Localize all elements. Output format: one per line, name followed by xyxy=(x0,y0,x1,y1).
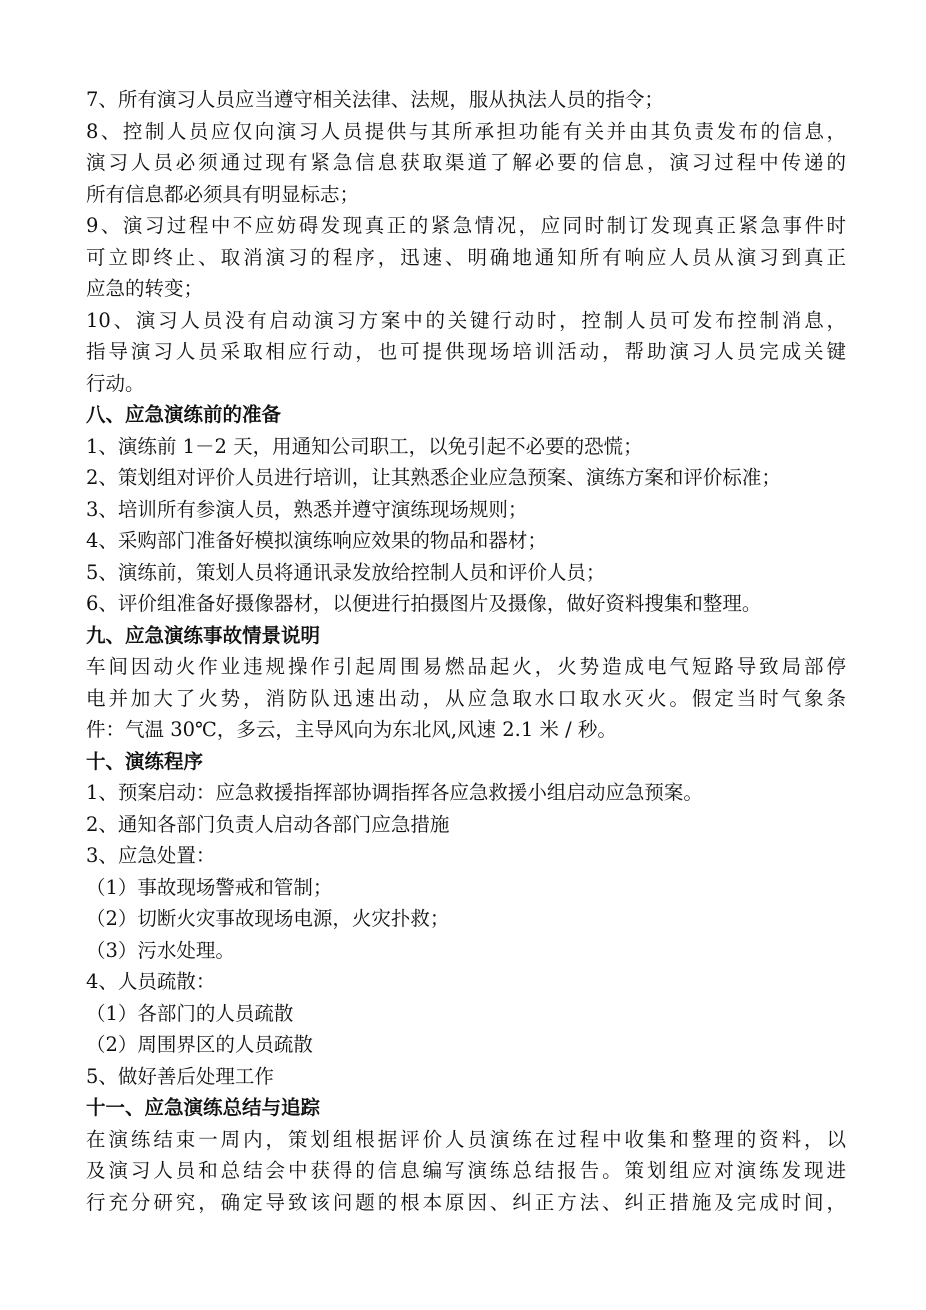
procedure-subitem-3-1: （1）事故现场警戒和管制； xyxy=(86,875,333,899)
summary-line-3: 行充分研究，确定导致该问题的根本原因、纠正方法、纠正措施及完成时间， xyxy=(86,1190,846,1214)
scenario-line-2: 电并加大了火势，消防队迅速出动，从应急取水口取水灭火。假定当时气象条 xyxy=(86,686,846,710)
rule-item-8-line-3: 所有信息都必须具有明显标志； xyxy=(86,182,360,206)
scenario-line-1: 车间因动火作业违规操作引起周围易燃品起火，火势造成电气短路导致局部停 xyxy=(86,655,846,678)
prep-item-6: 6、评价组准备好摄像器材，以便进行拍摄图片及摄像，做好资料搜集和整理。 xyxy=(86,592,762,615)
procedure-item-1: 1、预案启动：应急救援指挥部协调指挥各应急救援小组启动应急预案。 xyxy=(86,781,703,804)
prep-item-3: 3、培训所有参演人员，熟悉并遵守演练现场规则； xyxy=(86,497,528,521)
rule-item-9-line-1: 9、演习过程中不应妨碍发现真正的紧急情况，应同时制订发现真正紧急事件时 xyxy=(86,214,846,237)
document-page xyxy=(86,84,846,1218)
prep-item-4: 4、采购部门准备好模拟演练响应效果的物品和器材； xyxy=(86,529,547,552)
rule-item-9-line-2: 可立即终止、取消演习的程序，迅速、明确地通知所有响应人员从演习到真正 xyxy=(86,245,846,269)
rule-item-9-line-3: 应急的转变； xyxy=(86,277,204,300)
rule-item-10-line-1: 10、演习人员没有启动演习方案中的关键行动时，控制人员可发布控制消息， xyxy=(86,308,846,332)
prep-item-2: 2、策划组对评价人员进行培训，让其熟悉企业应急预案、演练方案和评价标准； xyxy=(86,466,781,489)
rule-item-7: 7、所有演习人员应当遵守相关法律、法规，服从执法人员的指令； xyxy=(86,88,664,111)
section-10-heading: 十、演练程序 xyxy=(86,749,204,773)
summary-line-1: 在演练结束一周内，策划组根据评价人员演练在过程中收集和整理的资料，以 xyxy=(86,1127,846,1151)
rule-item-10-line-2: 指导演习人员采取相应行动，也可提供现场培训活动，帮助演习人员完成关键 xyxy=(86,340,846,363)
procedure-subitem-3-2: （2）切断火灾事故现场电源，火灾扑救； xyxy=(86,907,450,930)
section-9-heading: 九、应急演练事故情景说明 xyxy=(86,623,321,647)
summary-line-2: 及演习人员和总结会中获得的信息编写演练总结报告。策划组应对演练发现进 xyxy=(86,1159,846,1182)
prep-item-1: 1、演练前 1－2 天，用通知公司职工，以免引起不必要的恐慌； xyxy=(86,434,643,458)
procedure-item-4: 4、人员疏散： xyxy=(86,970,216,993)
rule-item-10-line-3: 行动。 xyxy=(86,371,145,395)
scenario-line-3: 件：气温 30℃，多云，主导风向为东北风,风速 2.1 米 / 秒。 xyxy=(86,718,617,741)
procedure-item-5: 5、做好善后处理工作 xyxy=(86,1064,274,1088)
procedure-subitem-4-1: （1）各部门的人员疏散 xyxy=(86,1001,294,1025)
procedure-item-3: 3、应急处置： xyxy=(86,844,216,867)
procedure-subitem-4-2: （2）周围界区的人员疏散 xyxy=(86,1033,313,1056)
procedure-item-2: 2、通知各部门负责人启动各部门应急措施 xyxy=(86,812,450,836)
rule-item-8-line-1: 8、控制人员应仅向演习人员提供与其所承担功能有关并由其负责发布的信息， xyxy=(86,119,846,143)
rule-item-8-line-2: 演习人员必须通过现有紧急信息获取渠道了解必要的信息，演习过程中传递的 xyxy=(86,151,846,174)
prep-item-5: 5、演练前，策划人员将通讯录发放给控制人员和评价人员； xyxy=(86,560,606,584)
section-8-heading: 八、应急演练前的准备 xyxy=(86,403,282,426)
section-11-heading: 十一、应急演练总结与追踪 xyxy=(86,1096,321,1119)
procedure-subitem-3-3: （3）污水处理。 xyxy=(86,938,235,962)
